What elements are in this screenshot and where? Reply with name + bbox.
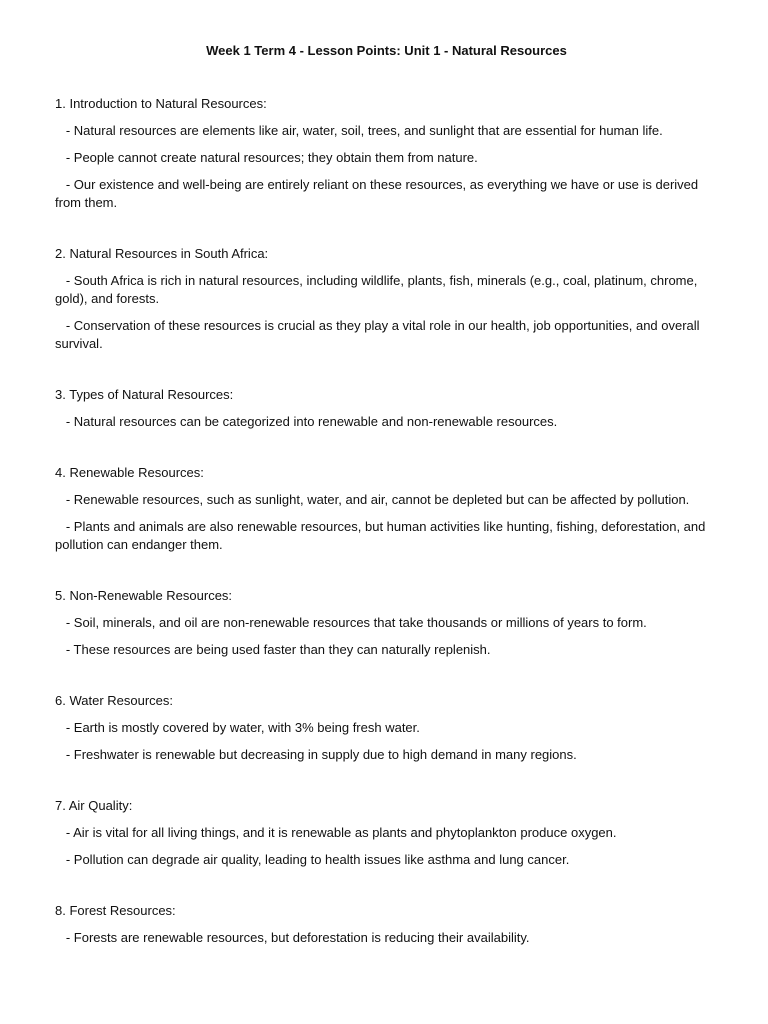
- lesson-point: - Natural resources can be categorized into renewable and non-renewable resources.: [55, 414, 558, 429]
- lesson-point: - Soil, minerals, and oil are non-renewable resources that take thousands or millions of years to form.: [55, 615, 647, 630]
- lesson-point: - These resources are being used faster than they can naturally replenish.: [55, 642, 491, 657]
- section-types: [55, 386, 706, 431]
- lesson-point: - Renewable resources, such as sunlight, water, and air, cannot be depleted but can be affected by pollution.: [55, 492, 690, 507]
- section-heading: 6. Water Resources:: [55, 693, 174, 708]
- lesson-point: - Freshwater is renewable but decreasing in supply due to high demand in many regions.: [55, 747, 577, 762]
- section-heading: 2. Natural Resources in South Africa:: [55, 246, 269, 261]
- lesson-point: - Our existence and well-being are entirely reliant on these resources, as everything we have or use is derived from them.: [55, 177, 702, 210]
- section-heading: 1. Introduction to Natural Resources:: [55, 96, 267, 111]
- section-water: [55, 692, 706, 764]
- section-south-africa: [55, 245, 706, 353]
- section-heading: 5. Non-Renewable Resources:: [55, 588, 233, 603]
- section-air-quality: [55, 797, 706, 869]
- section-non-renewable: [55, 587, 706, 659]
- lesson-point: - People cannot create natural resources; they obtain them from nature.: [55, 150, 478, 165]
- document-title: Week 1 Term 4 - Lesson Points: Unit 1 - Natural Resources: [206, 43, 567, 58]
- section-heading: 4. Renewable Resources:: [55, 465, 204, 480]
- section-heading: 8. Forest Resources:: [55, 903, 176, 918]
- section-introduction: [55, 95, 706, 212]
- section-renewable: [55, 464, 709, 554]
- section-heading: 7. Air Quality:: [55, 798, 133, 813]
- lesson-point: - Forests are renewable resources, but deforestation is reducing their availability.: [55, 930, 530, 945]
- lesson-point: - South Africa is rich in natural resources, including wildlife, plants, fish, minerals (e.g., coal, platinum, chrome, gold), and forests.: [55, 273, 701, 306]
- lesson-point: - Natural resources are elements like air, water, soil, trees, and sunlight that are essential for human life.: [55, 123, 663, 138]
- section-forest: [55, 902, 706, 947]
- lesson-point: - Plants and animals are also renewable resources, but human activities like hunting, fishing, deforestation, and pollution can endanger them.: [55, 519, 709, 552]
- section-heading: 3. Types of Natural Resources:: [55, 387, 234, 402]
- lesson-point: - Earth is mostly covered by water, with 3% being fresh water.: [55, 720, 420, 735]
- lesson-point: - Air is vital for all living things, and it is renewable as plants and phytoplankton produce oxygen.: [55, 825, 617, 840]
- lesson-point: - Conservation of these resources is crucial as they play a vital role in our health, job opportunities, and overall survival.: [55, 318, 704, 351]
- lesson-point: - Pollution can degrade air quality, leading to health issues like asthma and lung cancer.: [55, 852, 570, 867]
